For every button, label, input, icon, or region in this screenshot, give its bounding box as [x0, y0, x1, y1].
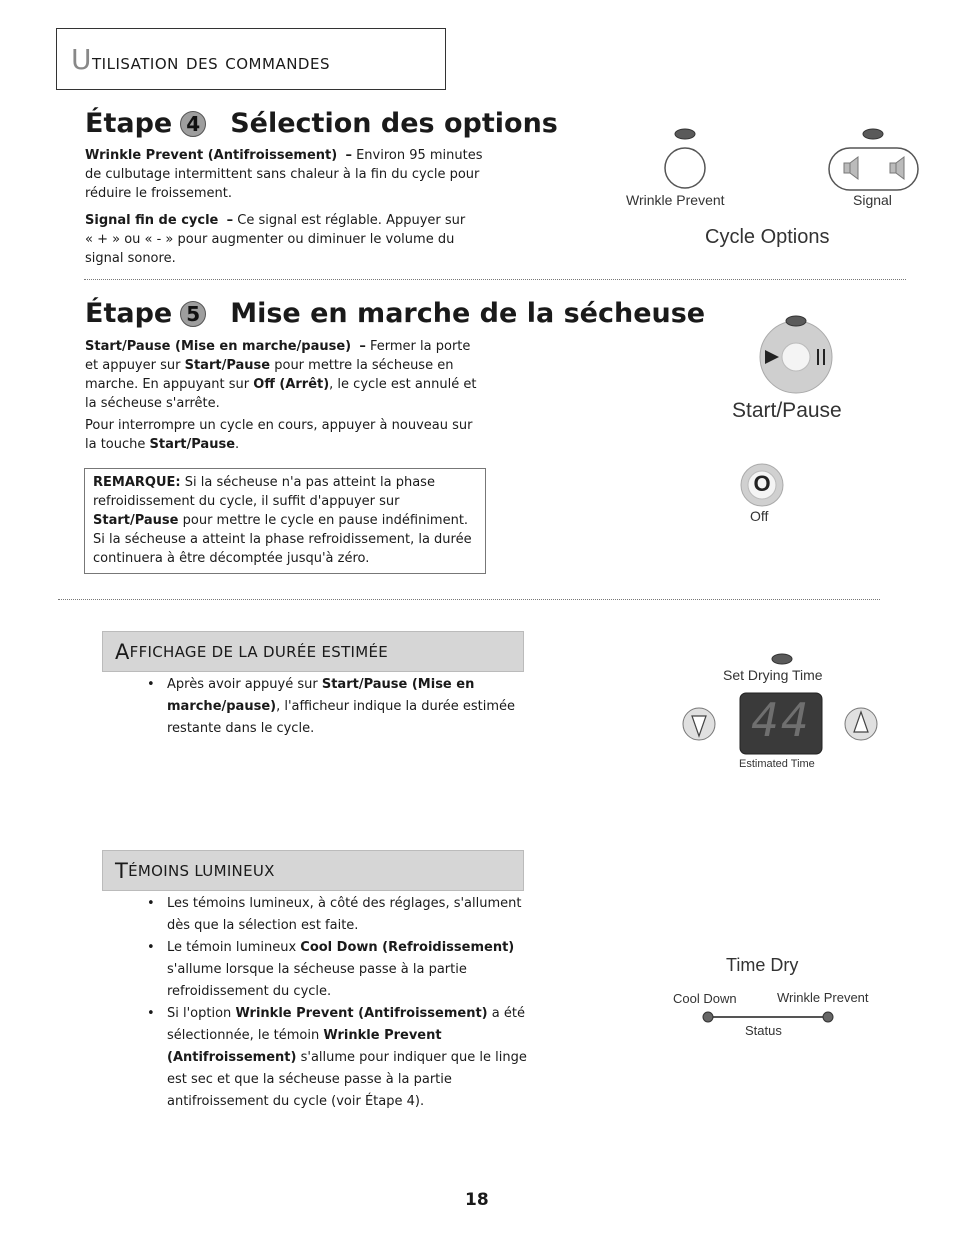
step4-number-badge: 4 [180, 111, 206, 137]
step5-heading [85, 298, 705, 329]
indicator-item3-b: Wrinkle Prevent (Antifroissement) [235, 1006, 488, 1021]
indicator-item2-c: s'allume lorsque la sécheuse passe à la partie refroidissement du cycle. [167, 962, 467, 999]
list-item [147, 937, 542, 1003]
signal-label: Signal [853, 192, 892, 208]
off-label: Off [750, 508, 769, 524]
estimated-time-label: Estimated Time [739, 758, 815, 770]
indicator-lights-heading-rest: ÉMOINS LUMINEUX [128, 861, 275, 880]
cool-down-led-icon [703, 1012, 713, 1022]
set-drying-time-led-icon [772, 654, 792, 664]
estimated-time-item-c: , l'afficheur indique la durée estimée restante dans le cycle. [167, 699, 516, 736]
list-item [147, 893, 542, 937]
estimated-time-item-b: Start/Pause (Mise en marche/pause) [167, 677, 475, 714]
signal-button[interactable] [829, 148, 918, 190]
section-divider [84, 279, 906, 280]
step5-start-text-e: , le cycle est annulé et la sécheuse s'arrête. [85, 377, 477, 411]
wrinkle-prevent-status-led-icon [823, 1012, 833, 1022]
step4-signal-dash: – [226, 213, 234, 228]
indicator-item2-a: Le témoin lumineux [167, 940, 297, 955]
step5-pause-text-c: . [235, 437, 240, 452]
step5-start-text-d: Off (Arrêt) [253, 377, 330, 392]
step4-title: Sélection des options [230, 108, 558, 139]
indicator-item3-a: Si l'option [167, 1006, 232, 1021]
cool-down-label: Cool Down [673, 991, 737, 1006]
list-item [147, 1003, 542, 1113]
step4-wrinkle-paragraph [85, 146, 487, 203]
step5-start-dash: – [359, 339, 366, 354]
step4-wrinkle-text: Environ 95 minutes de culbutage intermittent sans chaleur à la fin du cycle pour réduire le froissement. [85, 148, 483, 201]
indicator-item2-b: Cool Down (Refroidissement) [300, 940, 515, 955]
indicator-item3-c: a été sélectionnée, le témoin [167, 1006, 525, 1043]
step5-pause-paragraph [85, 416, 485, 454]
set-drying-time-label: Set Drying Time [723, 667, 823, 683]
step5-start-text-b: Start/Pause [184, 358, 271, 373]
time-dry-label: Time Dry [726, 955, 799, 975]
indicator-item1-text: Les témoins lumineux, à côté des réglages, s'allument dès que la sélection est faite. [167, 896, 522, 933]
step5-start-paragraph [85, 337, 485, 413]
estimated-time-list [147, 674, 517, 740]
section-divider-2 [58, 599, 880, 600]
step5-pause-text-a: Pour interrompre un cycle en cours, appuyer à nouveau sur la touche [85, 418, 473, 452]
step5-start-text-a: Fermer la porte et appuyer sur [85, 339, 471, 373]
time-display-value: 44 [751, 693, 811, 747]
step5-pause-text-b: Start/Pause [149, 437, 236, 452]
start-pause-led-icon [786, 316, 806, 326]
status-wrinkle-prevent-label: Wrinkle Prevent [777, 990, 869, 1005]
estimated-time-heading-rest: FFICHAGE DE LA DURÉE ESTIMÉE [129, 642, 389, 661]
page-number: 18 [465, 1190, 489, 1210]
indicator-lights-section-heading [102, 850, 524, 891]
indicator-item3-d: Wrinkle Prevent (Antifroissement) [167, 1028, 442, 1065]
note-box [84, 468, 486, 574]
step5-title: Mise en marche de la sécheuse [230, 298, 706, 329]
note-text-c: pour mettre le cycle en pause indéfiniment. Si la sécheuse a atteint la phase refroidissement, la durée continuera à être décomptée jusqu'à zéro. [93, 513, 472, 566]
wrinkle-prevent-led-icon [675, 129, 695, 139]
start-pause-panel [755, 312, 845, 402]
section-header-title: Utilisation des commandes [71, 42, 330, 76]
step4-signal-text: Ce signal est réglable. Appuyer sur « + » ou « - » pour augmenter ou diminuer le volume du signal sonore. [85, 213, 466, 266]
step4-signal-term: Signal fin de cycle [85, 213, 219, 228]
note-text-a: Si la sécheuse n'a pas atteint la phase refroidissement du cycle, il suffit d'appuyer sur [93, 475, 435, 509]
wrinkle-prevent-button[interactable] [665, 148, 705, 188]
indicator-lights-list [147, 893, 542, 1113]
start-pause-center [782, 343, 810, 371]
step5-start-term: Start/Pause (Mise en marche/pause) [85, 339, 352, 354]
estimated-time-heading-cap: A [115, 639, 130, 664]
step5-label: Étape [85, 298, 173, 329]
step4-heading [85, 108, 558, 139]
estimated-time-item-a: Après avoir appuyé sur [167, 677, 318, 692]
list-item [147, 674, 517, 740]
note-term: REMARQUE: [93, 475, 181, 490]
section-header-box [56, 28, 446, 90]
status-label: Status [745, 1023, 782, 1038]
off-symbol: O [753, 471, 771, 496]
estimated-time-section-heading [102, 631, 524, 672]
indicator-item3-e: s'allume pour indiquer que le linge est sec et que la sécheuse passe à la partie antifroissement du cycle (voir Étape 4). [167, 1050, 527, 1109]
step4-wrinkle-dash: – [345, 148, 352, 163]
cycle-options-caption: Cycle Options [705, 226, 830, 248]
wrinkle-prevent-label: Wrinkle Prevent [626, 192, 725, 208]
step5-number-badge: 5 [180, 301, 206, 327]
step5-start-text-c: pour mettre la sécheuse en marche. En appuyant sur [85, 358, 454, 392]
step4-signal-paragraph [85, 211, 477, 268]
step4-label: Étape [85, 108, 173, 139]
step4-wrinkle-term: Wrinkle Prevent (Antifroissement) [85, 148, 338, 163]
indicator-lights-heading-cap: T [115, 858, 129, 883]
note-text-b: Start/Pause [93, 513, 179, 528]
signal-led-icon [863, 129, 883, 139]
start-pause-label: Start/Pause [732, 399, 842, 422]
